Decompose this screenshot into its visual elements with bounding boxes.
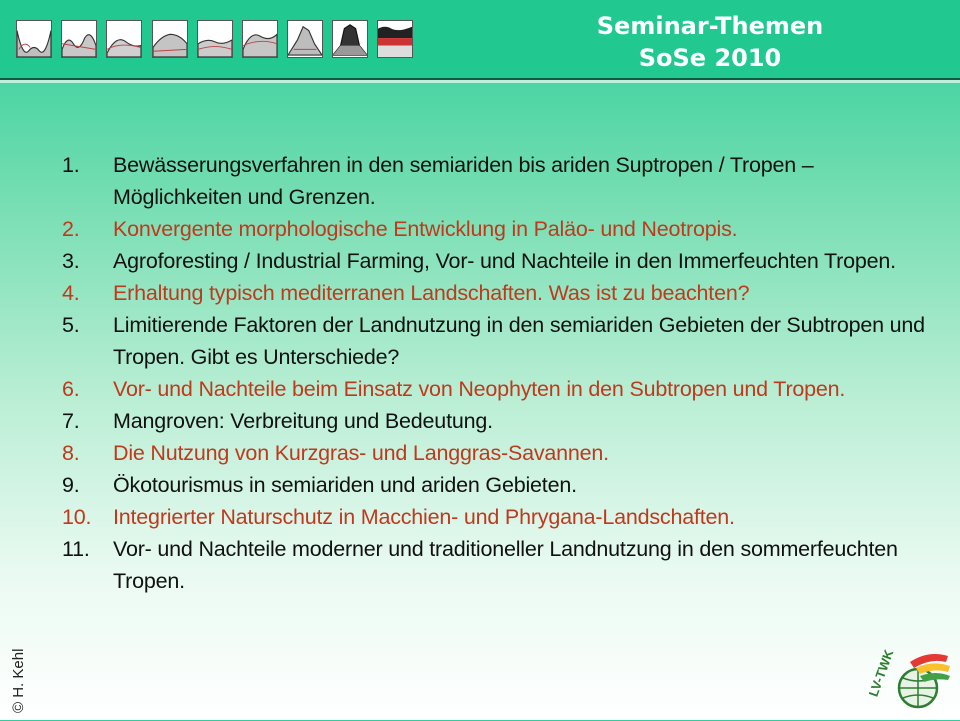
institute-logo [862, 636, 952, 716]
landscape-profile-icon-5 [197, 20, 233, 58]
list-number: 8. [62, 441, 80, 465]
list-number: 3. [62, 249, 80, 273]
list-number: 4. [62, 281, 80, 305]
topic-list [62, 149, 942, 597]
list-text: Ökotourismus in semiariden und ariden Gebieten. [113, 473, 577, 497]
list-item [62, 149, 942, 213]
list-text: Agroforesting / Industrial Farming, Vor- und Nachteile in den Immerfeuchten Tropen. [113, 249, 896, 273]
list-item [62, 469, 942, 501]
landscape-profile-icon-4 [152, 20, 188, 58]
list-text: Bewässerungsverfahren in den semiariden bis ariden Suptropen / Tropen – Möglichkeiten und Grenzen. [113, 153, 814, 209]
list-text: Vor- und Nachteile moderner und traditioneller Landnutzung in den sommerfeuchten Tropen. [113, 537, 898, 593]
list-item [62, 245, 942, 277]
list-number: 1. [62, 153, 80, 177]
list-number: 7. [62, 409, 80, 433]
list-item [62, 437, 942, 469]
page-title [560, 10, 860, 74]
list-text: Vor- und Nachteile beim Einsatz von Neophyten in den Subtropen und Tropen. [113, 377, 846, 401]
list-number: 10. [62, 505, 92, 529]
list-number: 6. [62, 377, 80, 401]
list-item [62, 309, 942, 373]
list-item [62, 373, 942, 405]
list-text: Erhaltung typisch mediterranen Landschaften. Was ist zu beachten? [113, 281, 750, 305]
list-item [62, 501, 942, 533]
landscape-profile-icon-6 [242, 20, 278, 58]
landscape-profile-icon-1 [16, 20, 52, 58]
list-text: Konvergente morphologische Entwicklung in Paläo- und Neotropis. [113, 217, 738, 241]
landscape-profile-icon-2 [61, 20, 97, 58]
list-number: 2. [62, 217, 80, 241]
landscape-profile-icon-9 [377, 20, 413, 58]
list-text: Limitierende Faktoren der Landnutzung in den semiariden Gebieten der Subtropen und Tropen. Gibt es Unterschiede? [113, 313, 925, 369]
list-number: 9. [62, 473, 80, 497]
list-item [62, 277, 942, 309]
copyright-label: © H. Kehl [10, 648, 27, 713]
landscape-profile-icon-7 [287, 20, 323, 58]
landscape-profile-icon-8 [332, 20, 368, 58]
list-text: Die Nutzung von Kurzgras- und Langgras-Savannen. [113, 441, 609, 465]
list-number: 11. [62, 537, 90, 561]
list-text: Integrierter Naturschutz in Macchien- und Phrygana-Landschaften. [113, 505, 735, 529]
list-item [62, 405, 942, 437]
list-item [62, 213, 942, 245]
logo-text: LV-TWK [865, 647, 897, 699]
list-number: 5. [62, 313, 80, 337]
title-line-1: Seminar-Themen [596, 12, 824, 40]
landscape-profile-icon-3 [106, 20, 142, 58]
title-line-2: SoSe 2010 [638, 44, 782, 72]
slide-header [0, 0, 960, 80]
list-item [62, 533, 942, 597]
list-text: Mangroven: Verbreitung und Bedeutung. [113, 409, 493, 433]
